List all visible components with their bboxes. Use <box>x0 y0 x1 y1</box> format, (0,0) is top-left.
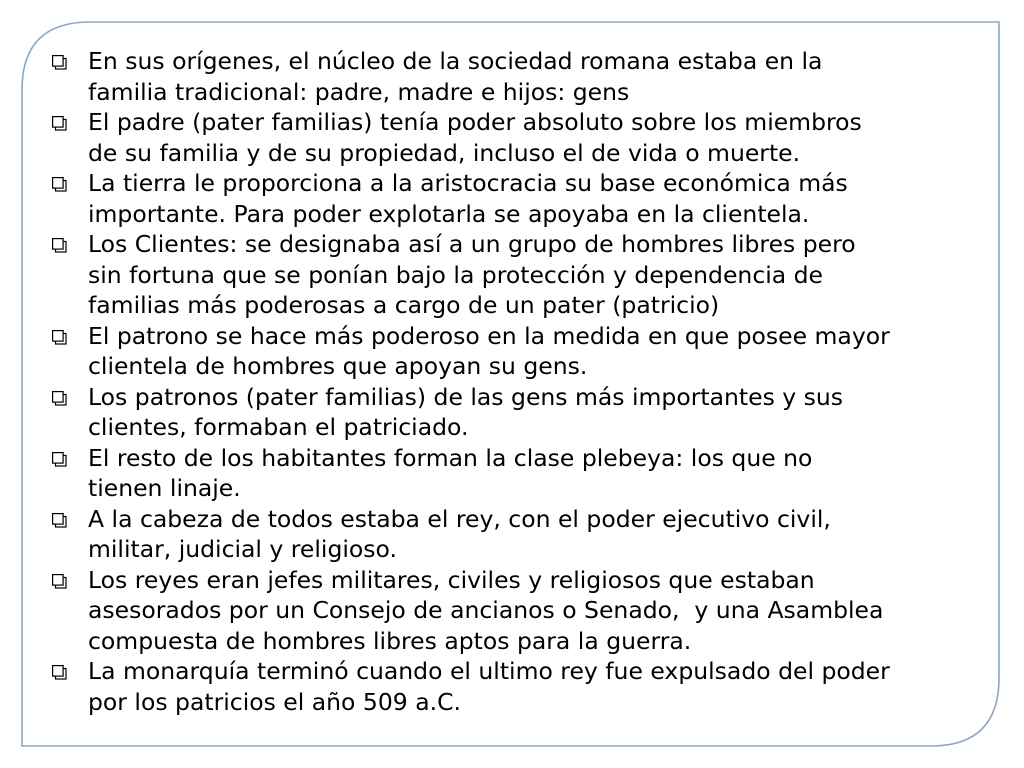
checkbox-square-icon <box>52 513 66 527</box>
bullet-item <box>48 382 978 443</box>
bullet-item <box>48 504 978 565</box>
checkbox-square-icon <box>52 452 66 466</box>
bullet-text-line: compuesta de hombres libres aptos para la guerra. <box>88 626 692 655</box>
bullet-text-line: Los patronos (pater familias) de las gens más importantes y sus <box>88 382 844 411</box>
checkbox-square-icon <box>52 116 66 130</box>
bullet-item <box>48 565 978 657</box>
bullet-text-line: sin fortuna que se ponían bajo la protección y dependencia de <box>88 260 824 289</box>
bullet-text-line: familia tradicional: padre, madre e hijos: gens <box>88 77 630 106</box>
bullet-item <box>48 168 978 229</box>
checkbox-square-icon <box>52 55 66 69</box>
bullet-item <box>48 46 978 107</box>
bullet-list <box>48 46 978 717</box>
bullet-text-line: de su familia y de su propiedad, incluso el de vida o muerte. <box>88 138 801 167</box>
bullet-text-line: En sus orígenes, el núcleo de la sociedad romana estaba en la <box>88 47 823 75</box>
bullet-text-line: El resto de los habitantes forman la clase plebeya: los que no <box>88 443 813 472</box>
bullet-item <box>48 443 978 504</box>
bullet-text-line: Los Clientes: se designaba así a un grupo de hombres libres pero <box>88 230 856 258</box>
bullet-text-line: A la cabeza de todos estaba el rey, con el poder ejecutivo civil, <box>88 504 831 533</box>
bullet-text-line: militar, judicial y religioso. <box>88 535 397 563</box>
bullet-item <box>48 107 978 168</box>
bullet-text-line: El patrono se hace más poderoso en la medida en que posee mayor <box>88 321 890 350</box>
bullet-text-line: La tierra le proporciona a la aristocracia su base económica más <box>88 169 848 197</box>
checkbox-square-icon <box>52 574 66 588</box>
bullet-text-line: familias más poderosas a cargo de un pater (patricio) <box>88 291 720 319</box>
bullet-item <box>48 656 978 717</box>
bullet-text-line: clientes, formaban el patriciado. <box>88 413 469 441</box>
bullet-text-line: por los patricios el año 509 a.C. <box>88 687 461 716</box>
bullet-text-line: La monarquía terminó cuando el ultimo rey fue expulsado del poder <box>88 657 890 685</box>
bullet-item <box>48 321 978 382</box>
bullet-text-line: tienen linaje. <box>88 474 241 502</box>
checkbox-square-icon <box>52 391 66 405</box>
checkbox-square-icon <box>52 665 66 679</box>
bullet-text-line: clientela de hombres que apoyan su gens. <box>88 352 588 380</box>
checkbox-square-icon <box>52 330 66 344</box>
bullet-text-line: El padre (pater familias) tenía poder absoluto sobre los miembros <box>88 108 862 136</box>
checkbox-square-icon <box>52 177 66 191</box>
bullet-text-line: importante. Para poder explotarla se apoyaba en la clientela. <box>88 199 810 228</box>
bullet-text-line: Los reyes eran jefes militares, civiles y religiosos que estaban <box>88 565 815 594</box>
bullet-text-line: asesorados por un Consejo de ancianos o Senado, y una Asamblea <box>88 596 884 624</box>
bullet-item <box>48 229 978 321</box>
checkbox-square-icon <box>52 238 66 252</box>
